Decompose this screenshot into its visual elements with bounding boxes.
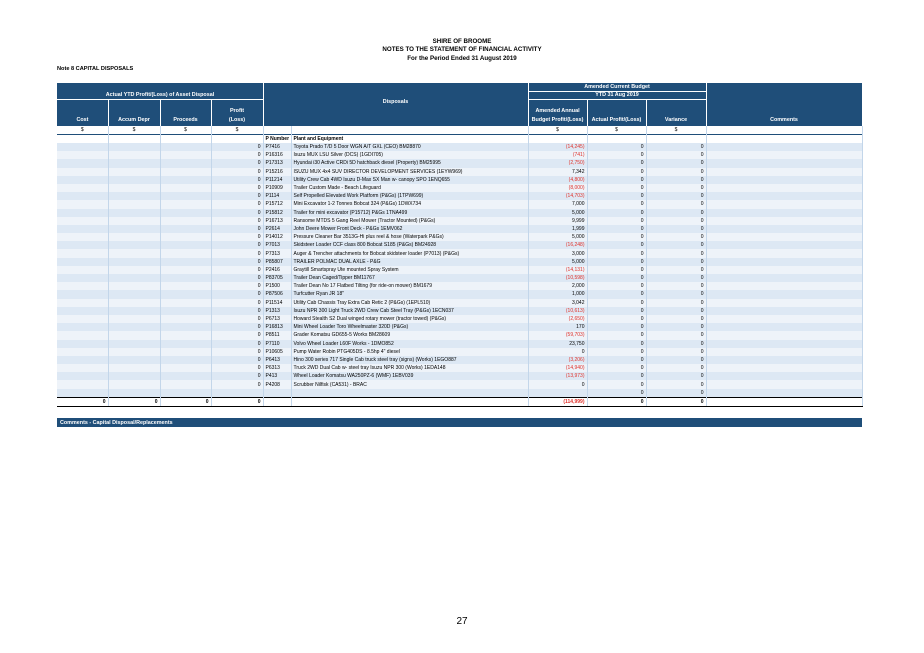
profit-cell: 0 (211, 233, 263, 241)
pnumber-cell: P15216 (263, 168, 291, 176)
actual-cell: 0 (587, 331, 646, 339)
variance-cell: 0 (646, 307, 706, 315)
description-cell: Skidsteer Loader CCF class 800 Bobcat S185 (P&Gs) BM24928 (291, 241, 528, 249)
profit-cell: 0 (211, 323, 263, 331)
description-cell: Utility Crew Cab 4WD Isuzu D-Max SX Man w- canopy SPO 1ENQ655 (291, 176, 528, 184)
report-period: For the Period Ended 31 August 2019 (407, 55, 517, 62)
disposals-title: Disposals (382, 99, 409, 105)
profit-cell: 0 (211, 340, 263, 348)
description-cell: Isuzu NPR 300 Light Truck 2WD Crew Cab Steel Tray (P&Gs) 1ECN037 (291, 307, 528, 315)
variance-cell: 0 (646, 290, 706, 298)
profit-cell: 0 (211, 209, 263, 217)
budget-cell (528, 389, 587, 398)
variance-cell: 0 (646, 380, 706, 388)
actual-cell: 0 (587, 307, 646, 315)
pnumber-cell: P10909 (263, 184, 291, 192)
total-cost: 0 (57, 397, 108, 406)
left-band-title: Actual YTD Profit/(Loss) of Asset Disposal (105, 92, 215, 98)
pnumber-cell: P4208 (263, 380, 291, 388)
comments-footer-bar: Comments - Capital Disposal/Replacements (57, 418, 862, 427)
pnumber-cell: P17313 (263, 159, 291, 167)
currency-cost: $ (57, 126, 108, 135)
variance-cell: 0 (646, 209, 706, 217)
totals-row (57, 397, 862, 406)
description-cell: ISUZU MUX 4x4 SUV DIRECTOR DEVELOPMENT SERVICES (1EYW969) (291, 168, 528, 176)
description-cell: Ransome MTDS 5 Gang Reel Mower (Tractor Mounted) (P&Gs) (291, 217, 528, 225)
description-cell: Trailer Dean No 17 Flatbed Tilting (for ride-on mower) BM1679 (291, 282, 528, 290)
table-row (57, 168, 862, 176)
pnumber-cell: P83705 (263, 274, 291, 282)
table-row (57, 143, 862, 151)
budget-cell: 5,000 (528, 258, 587, 266)
variance-cell: 0 (646, 299, 706, 307)
profit-cell: 0 (211, 176, 263, 184)
pnumber-cell: P8511 (263, 331, 291, 339)
table-row (57, 380, 862, 388)
currency-proceeds: $ (160, 126, 211, 135)
description-cell: Trailer for mini excavator (P15712) P&Gs 1TNA499 (291, 209, 528, 217)
budget-cell: 170 (528, 323, 587, 331)
budget-cell: 7,000 (528, 200, 587, 208)
description-cell: Howard Stealth S2 Dual winged rotary mower (tractor towed) (P&Gs) (291, 315, 528, 323)
report-subtitle: NOTES TO THE STATEMENT OF FINANCIAL ACTIVITY (382, 46, 542, 53)
variance-cell: 0 (646, 315, 706, 323)
budget-cell: (10,598) (528, 274, 587, 282)
description-cell: Graytill Smartspray Ute mounted Spray System (291, 266, 528, 274)
description-cell: Pressure Cleaner Bar 3513G-Hi plus reel & hose (Waterpark P&Gs) (291, 233, 528, 241)
col-amended-annual: Amended Annual (535, 108, 580, 114)
budget-cell: (14,940) (528, 364, 587, 372)
total-accum: 0 (108, 397, 160, 406)
variance-cell: 0 (646, 192, 706, 200)
budget-cell: 0 (528, 380, 587, 388)
pnumber-cell: P6713 (263, 315, 291, 323)
profit-cell (211, 389, 263, 398)
pnumber-cell: P10605 (263, 348, 291, 356)
table-row (57, 307, 862, 315)
budget-cell: 2,000 (528, 282, 587, 290)
pnumber-cell: P7313 (263, 249, 291, 257)
variance-cell: 0 (646, 225, 706, 233)
variance-cell: 0 (646, 348, 706, 356)
note-label: Note 8 CAPITAL DISPOSALS (57, 66, 134, 72)
pnumber-cell: P15712 (263, 200, 291, 208)
description-cell: Isuzu MUX LSU Silver (DCS) (1GDI705) (291, 151, 528, 159)
actual-cell: 0 (587, 225, 646, 233)
page-number: 27 (456, 616, 468, 627)
description-cell: Trailer Dean Caged/Tipper BM11767 (291, 274, 528, 282)
actual-cell: 0 (587, 241, 646, 249)
pnumber-cell: P6313 (263, 364, 291, 372)
variance-cell: 0 (646, 331, 706, 339)
pnumber-header: P Number (263, 135, 291, 144)
amended-budget-title: Amended Current Budget (584, 84, 650, 90)
budget-cell: 3,000 (528, 249, 587, 257)
profit-cell: 0 (211, 356, 263, 364)
description-cell: Trailer Custom Made - Beach Lifeguard (291, 184, 528, 192)
table-row (57, 323, 862, 331)
budget-cell: 5,000 (528, 209, 587, 217)
budget-cell: 1,999 (528, 225, 587, 233)
actual-cell: 0 (587, 282, 646, 290)
budget-cell: (8,000) (528, 184, 587, 192)
pnumber-cell: P2614 (263, 225, 291, 233)
budget-cell: (14,245) (528, 143, 587, 151)
table-row (57, 348, 862, 356)
variance-cell: 0 (646, 282, 706, 290)
variance-cell: 0 (646, 200, 706, 208)
variance-cell: 0 (646, 274, 706, 282)
actual-cell: 0 (587, 151, 646, 159)
pnumber-cell: P1313 (263, 307, 291, 315)
pnumber-cell: P7013 (263, 241, 291, 249)
disposals-table (57, 126, 863, 407)
profit-cell: 0 (211, 200, 263, 208)
description-cell: Wheel Loader Komatsu WA250PZ-6 (WMF) 1EBV039 (291, 372, 528, 380)
pnumber-cell (263, 389, 291, 398)
pnumber-cell: P14012 (263, 233, 291, 241)
table-row (57, 364, 862, 372)
profit-cell: 0 (211, 241, 263, 249)
profit-cell: 0 (211, 290, 263, 298)
budget-cell: (2,750) (528, 159, 587, 167)
budget-cell: (4,800) (528, 176, 587, 184)
profit-cell: 0 (211, 151, 263, 159)
actual-cell: 0 (587, 380, 646, 388)
currency-actual: $ (587, 126, 646, 135)
description-cell (291, 389, 528, 398)
actual-cell: 0 (587, 192, 646, 200)
pnumber-cell: P7110 (263, 340, 291, 348)
description-cell: Scrubber Nilfisk (CA531) - BRAC (291, 380, 528, 388)
description-cell: TRAILER POLMAC DUAL AXLE - P&G (291, 258, 528, 266)
description-cell: Turfcutter Ryan JR 18" (291, 290, 528, 298)
budget-cell: 3,042 (528, 299, 587, 307)
profit-cell: 0 (211, 307, 263, 315)
table-row (57, 209, 862, 217)
variance-cell: 0 (646, 143, 706, 151)
description-cell: Mini Excavator 1-2 Tonnes Bobcat 324 (P&Gs) 1DWX734 (291, 200, 528, 208)
actual-cell: 0 (587, 299, 646, 307)
actual-cell: 0 (587, 176, 646, 184)
profit-cell: 0 (211, 364, 263, 372)
budget-cell: (14,131) (528, 266, 587, 274)
table-row (57, 200, 862, 208)
description-cell: Hino 300 series 717 Single Cab truck steel tray (signs) (Works) 1EGO887 (291, 356, 528, 364)
description-cell: Volvo Wheel Loader L60F Works - 1DMO852 (291, 340, 528, 348)
table-row (57, 331, 862, 339)
description-cell: Mini Wheel Loader Toro Wheelmaster 320D (P&Gs) (291, 323, 528, 331)
variance-cell: 0 (646, 159, 706, 167)
total-variance: 0 (646, 397, 706, 406)
description-cell: Utility Cab Chassis Tray Extra Cab Retic 2 (P&Gs) (1EPL510) (291, 299, 528, 307)
description-cell: John Deere Mower Front Deck - P&Gs 1EMV062 (291, 225, 528, 233)
table-row (57, 241, 862, 249)
description-cell: Auger & Trencher attachments for Bobcat skidsteer loader (P7013) (P&Gs) (291, 249, 528, 257)
variance-cell: 0 (646, 258, 706, 266)
table-row (57, 299, 862, 307)
table-row (57, 258, 862, 266)
actual-cell: 0 (587, 168, 646, 176)
profit-cell: 0 (211, 225, 263, 233)
currency-accum: $ (108, 126, 160, 135)
table-row (57, 356, 862, 364)
profit-cell: 0 (211, 192, 263, 200)
ytd-title: YTD 31 Aug 2019 (595, 92, 639, 98)
profit-cell: 0 (211, 299, 263, 307)
pnumber-cell: P15812 (263, 209, 291, 217)
table-row (57, 282, 862, 290)
table-row (57, 217, 862, 225)
variance-cell: 0 (646, 356, 706, 364)
table-row (57, 233, 862, 241)
col-variance: Variance (664, 117, 688, 123)
profit-cell: 0 (211, 380, 263, 388)
table-row (57, 389, 862, 398)
actual-cell: 0 (587, 258, 646, 266)
variance-cell: 0 (646, 364, 706, 372)
actual-cell: 0 (587, 389, 646, 398)
table-row (57, 290, 862, 298)
col-cost: Cost (76, 117, 89, 123)
variance-cell: 0 (646, 323, 706, 331)
actual-cell: 0 (587, 340, 646, 348)
pnumber-cell: P413 (263, 372, 291, 380)
description-cell: Hyundai i30 Active CRDi 5D hatchback diesel (Property) BM25995 (291, 159, 528, 167)
table-row (57, 184, 862, 192)
actual-cell: 0 (587, 356, 646, 364)
variance-cell: 0 (646, 217, 706, 225)
table-row (57, 315, 862, 323)
pnumber-cell: P11514 (263, 299, 291, 307)
profit-cell: 0 (211, 266, 263, 274)
actual-cell: 0 (587, 184, 646, 192)
budget-cell: 1,000 (528, 290, 587, 298)
col-comments: Comments (770, 117, 798, 123)
actual-cell: 0 (587, 200, 646, 208)
budget-cell: (2,650) (528, 315, 587, 323)
variance-cell: 0 (646, 241, 706, 249)
table-row (57, 192, 862, 200)
report-title: SHIRE OF BROOME (432, 38, 492, 45)
profit-cell: 0 (211, 348, 263, 356)
description-cell: Self Propelled Elevated Work Platform (P&Gs) (1TPW699) (291, 192, 528, 200)
currency-row (57, 126, 862, 135)
variance-cell: 0 (646, 176, 706, 184)
profit-cell: 0 (211, 258, 263, 266)
actual-cell: 0 (587, 274, 646, 282)
description-cell: Grader Komatsu GD655-5 Works BM28609 (291, 331, 528, 339)
actual-cell: 0 (587, 315, 646, 323)
pnumber-cell: P7416 (263, 143, 291, 151)
total-profit: 0 (211, 397, 263, 406)
col-profit-2: (Loss) (228, 117, 246, 123)
total-budget: (114,999) (528, 397, 587, 406)
pnumber-cell: P16813 (263, 323, 291, 331)
total-actual: 0 (587, 397, 646, 406)
actual-cell: 0 (587, 266, 646, 274)
pnumber-cell: P16316 (263, 151, 291, 159)
actual-cell: 0 (587, 159, 646, 167)
pnumber-cell: P11214 (263, 176, 291, 184)
profit-cell: 0 (211, 249, 263, 257)
table-row (57, 340, 862, 348)
currency-budget: $ (528, 126, 587, 135)
profit-cell: 0 (211, 331, 263, 339)
variance-cell: 0 (646, 249, 706, 257)
description-cell: Truck 2WD Dual Cab w- steel tray Isuzu NPR 300 (Works) 1EDA148 (291, 364, 528, 372)
pnumber-cell: P1114 (263, 192, 291, 200)
profit-cell: 0 (211, 372, 263, 380)
actual-cell: 0 (587, 348, 646, 356)
actual-cell: 0 (587, 249, 646, 257)
budget-cell: 5,000 (528, 233, 587, 241)
col-budget-profit: Budget Profit/(Loss) (531, 117, 584, 123)
table-row (57, 225, 862, 233)
profit-cell: 0 (211, 168, 263, 176)
budget-cell: 23,750 (528, 340, 587, 348)
budget-cell: 0 (528, 348, 587, 356)
description-cell: Toyota Prado T/D 5 Door WGN A/T GXL (CEO) BM28870 (291, 143, 528, 151)
pnumber-cell: P16713 (263, 217, 291, 225)
actual-cell: 0 (587, 143, 646, 151)
budget-cell: (3,206) (528, 356, 587, 364)
variance-cell: 0 (646, 151, 706, 159)
plant-header: Plant and Equipment (291, 135, 528, 144)
profit-cell: 0 (211, 143, 263, 151)
budget-cell: (13,973) (528, 372, 587, 380)
budget-cell: (741) (528, 151, 587, 159)
budget-cell: (59,703) (528, 331, 587, 339)
actual-cell: 0 (587, 364, 646, 372)
col-accum-depr: Accum Depr (118, 117, 150, 123)
variance-cell: 0 (646, 372, 706, 380)
budget-cell: (16,248) (528, 241, 587, 249)
actual-cell: 0 (587, 372, 646, 380)
variance-cell: 0 (646, 266, 706, 274)
currency-profit: $ (211, 126, 263, 135)
pnumber-cell: P1500 (263, 282, 291, 290)
variance-cell: 0 (646, 233, 706, 241)
profit-cell: 0 (211, 217, 263, 225)
actual-cell: 0 (587, 233, 646, 241)
variance-cell: 0 (646, 389, 706, 398)
budget-cell: (14,703) (528, 192, 587, 200)
profit-cell: 0 (211, 315, 263, 323)
total-proceeds: 0 (160, 397, 211, 406)
variance-cell: 0 (646, 168, 706, 176)
actual-cell: 0 (587, 290, 646, 298)
pnumber-cell: P85807 (263, 258, 291, 266)
profit-cell: 0 (211, 274, 263, 282)
col-actual-profit: Actual Profit/(Loss) (591, 117, 642, 123)
table-row (57, 274, 862, 282)
profit-cell: 0 (211, 159, 263, 167)
table-row (57, 249, 862, 257)
table-row (57, 151, 862, 159)
variance-cell: 0 (646, 340, 706, 348)
variance-cell: 0 (646, 184, 706, 192)
actual-cell: 0 (587, 323, 646, 331)
currency-variance: $ (646, 126, 706, 135)
section-header-row (57, 135, 862, 144)
actual-cell: 0 (587, 209, 646, 217)
description-cell: Pump Water Robin PTG405DS - 8.5hp 4" diesel (291, 348, 528, 356)
budget-cell: 7,342 (528, 168, 587, 176)
profit-cell: 0 (211, 184, 263, 192)
pnumber-cell: P2416 (263, 266, 291, 274)
col-profit-1: Profit (229, 108, 245, 114)
table-row (57, 159, 862, 167)
budget-cell: (10,613) (528, 307, 587, 315)
actual-cell: 0 (587, 217, 646, 225)
pnumber-cell: P6413 (263, 356, 291, 364)
pnumber-cell: P87506 (263, 290, 291, 298)
table-row (57, 266, 862, 274)
col-proceeds: Proceeds (173, 117, 198, 123)
profit-cell: 0 (211, 282, 263, 290)
table-row (57, 372, 862, 380)
table-row (57, 176, 862, 184)
budget-cell: 9,999 (528, 217, 587, 225)
